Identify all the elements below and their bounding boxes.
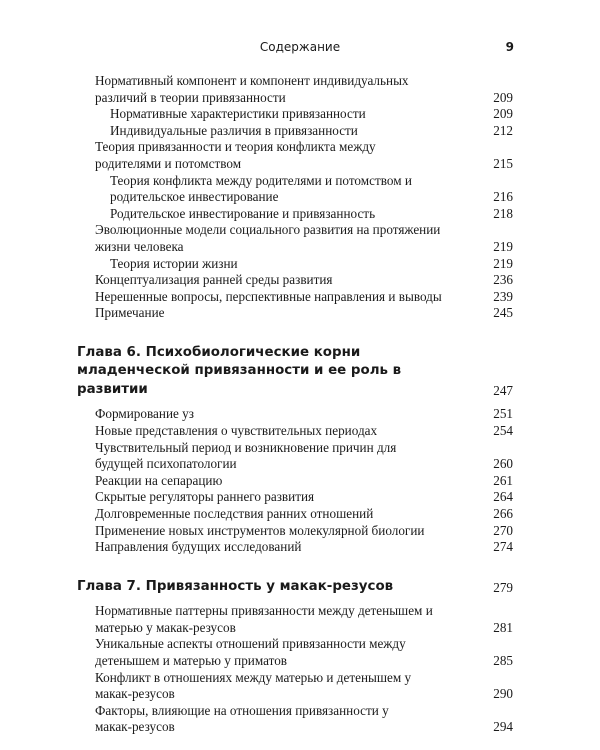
toc-entry	[0, 603, 600, 636]
toc-entry-page: 294	[493, 719, 513, 735]
toc-entry	[0, 440, 600, 473]
toc-subentry	[0, 256, 600, 273]
chapter-title: Глава 6. Психобиологические корни младенческой привязанности и ее роль в развитии	[77, 344, 402, 397]
toc-entry-text: Теория конфликта между родителями и потомством и родительское инвестирование	[110, 172, 412, 205]
toc-entry-text: Концептуализация ранней среды развития	[95, 272, 333, 288]
toc-entry-page: 260	[493, 456, 513, 472]
toc-entry-page: 245	[493, 305, 513, 321]
toc-entry-text: Примечание	[95, 305, 165, 321]
toc-entry-text: Реакции на сепарацию	[95, 472, 223, 488]
toc-subentry	[0, 173, 600, 206]
toc-entry	[0, 636, 600, 669]
toc-entry-page: 274	[493, 539, 513, 555]
toc-entry-text: Нерешенные вопросы, перспективные направления и выводы	[95, 288, 442, 304]
chapter-heading	[0, 578, 600, 597]
toc-entry-page: 212	[493, 122, 513, 138]
toc-subentry	[0, 123, 600, 140]
toc-entry	[0, 289, 600, 306]
toc-entry-page: 261	[493, 472, 513, 488]
toc-entry	[0, 523, 600, 540]
toc-entry-page: 216	[493, 189, 513, 205]
toc-entry	[0, 489, 600, 506]
toc-entry-page: 247	[493, 383, 513, 399]
table-of-contents	[0, 73, 600, 736]
toc-entry	[0, 670, 600, 703]
toc-entry	[0, 73, 600, 106]
toc-entry-page: 264	[493, 489, 513, 505]
toc-entry-text: Новые представления о чувствительных периодах	[95, 423, 378, 438]
toc-subentry	[0, 206, 600, 223]
toc-subentry	[0, 106, 600, 123]
running-title: Содержание	[259, 40, 341, 54]
toc-entry-text: Долговременные последствия ранних отношений	[95, 505, 374, 521]
toc-entry-text: Родительское инвестирование и привязанность	[110, 205, 376, 221]
toc-entry-page: 290	[493, 686, 513, 702]
toc-entry	[0, 305, 600, 322]
toc-entry-page: 254	[493, 423, 513, 438]
toc-entry	[0, 139, 600, 172]
toc-entry-text: Формирование уз	[95, 406, 194, 422]
toc-entry-text: Чувствительный период и возникновение причин для будущей психопатологии	[95, 439, 397, 472]
toc-entry	[0, 703, 600, 736]
toc-entry	[0, 506, 600, 523]
chapter-title: Глава 7. Привязанность у макак-резусов	[77, 578, 394, 594]
toc-entry-page: 279	[493, 580, 513, 596]
toc-entry-text: Нормативные паттерны привязанности между детенышем и матерью у макак-резусов	[95, 603, 433, 635]
toc-entry-text: Уникальные аспекты отношений привязанности между детенышем и матерью у приматов	[95, 636, 406, 669]
toc-entry-text: Конфликт в отношениях между матерью и детенышем у макак-резусов	[95, 669, 412, 702]
toc-entry-page: 236	[493, 272, 513, 288]
toc-entry-page: 218	[493, 205, 513, 221]
toc-entry-page: 209	[493, 89, 513, 105]
page-number: 9	[505, 40, 514, 54]
toc-entry	[0, 473, 600, 490]
toc-entry-page: 209	[493, 106, 513, 122]
toc-entry-text: Теория истории жизни	[110, 255, 238, 271]
toc-entry-page: 239	[493, 288, 513, 304]
toc-entry	[0, 222, 600, 255]
toc-entry-page: 215	[493, 155, 513, 171]
toc-entry	[0, 272, 600, 289]
toc-entry-page: 219	[493, 255, 513, 271]
toc-entry	[0, 539, 600, 556]
toc-entry-text: Эволюционные модели социального развития на протяжении жизни человека	[95, 222, 441, 254]
toc-entry-page: 281	[493, 619, 513, 635]
page-header	[0, 40, 600, 60]
toc-entry	[0, 423, 600, 440]
toc-entry-page: 270	[493, 522, 513, 538]
toc-entry-text: Теория привязанности и теория конфликта между родителями и потомством	[95, 139, 376, 171]
toc-entry-text: Факторы, влияющие на отношения привязанности у макак-резусов	[95, 702, 389, 735]
toc-entry-text: Нормативные характеристики привязанности	[110, 106, 366, 122]
toc-entry-page: 219	[493, 238, 513, 254]
toc-entry-text: Индивидуальные различия в привязанности	[110, 122, 358, 138]
toc-entry-page: 285	[493, 653, 513, 669]
toc-entry-text: Применение новых инструментов молекулярной биологии	[95, 522, 425, 538]
toc-entry-text: Скрытые регуляторы раннего развития	[95, 489, 315, 505]
toc-entry-text: Направления будущих исследований	[95, 539, 302, 555]
toc-entry-page: 251	[493, 406, 513, 422]
toc-entry	[0, 406, 600, 423]
chapter-heading	[0, 344, 600, 400]
toc-entry-text: Нормативный компонент и компонент индивидуальных различий в теории привязанности	[95, 73, 409, 105]
toc-entry-page: 266	[493, 505, 513, 521]
